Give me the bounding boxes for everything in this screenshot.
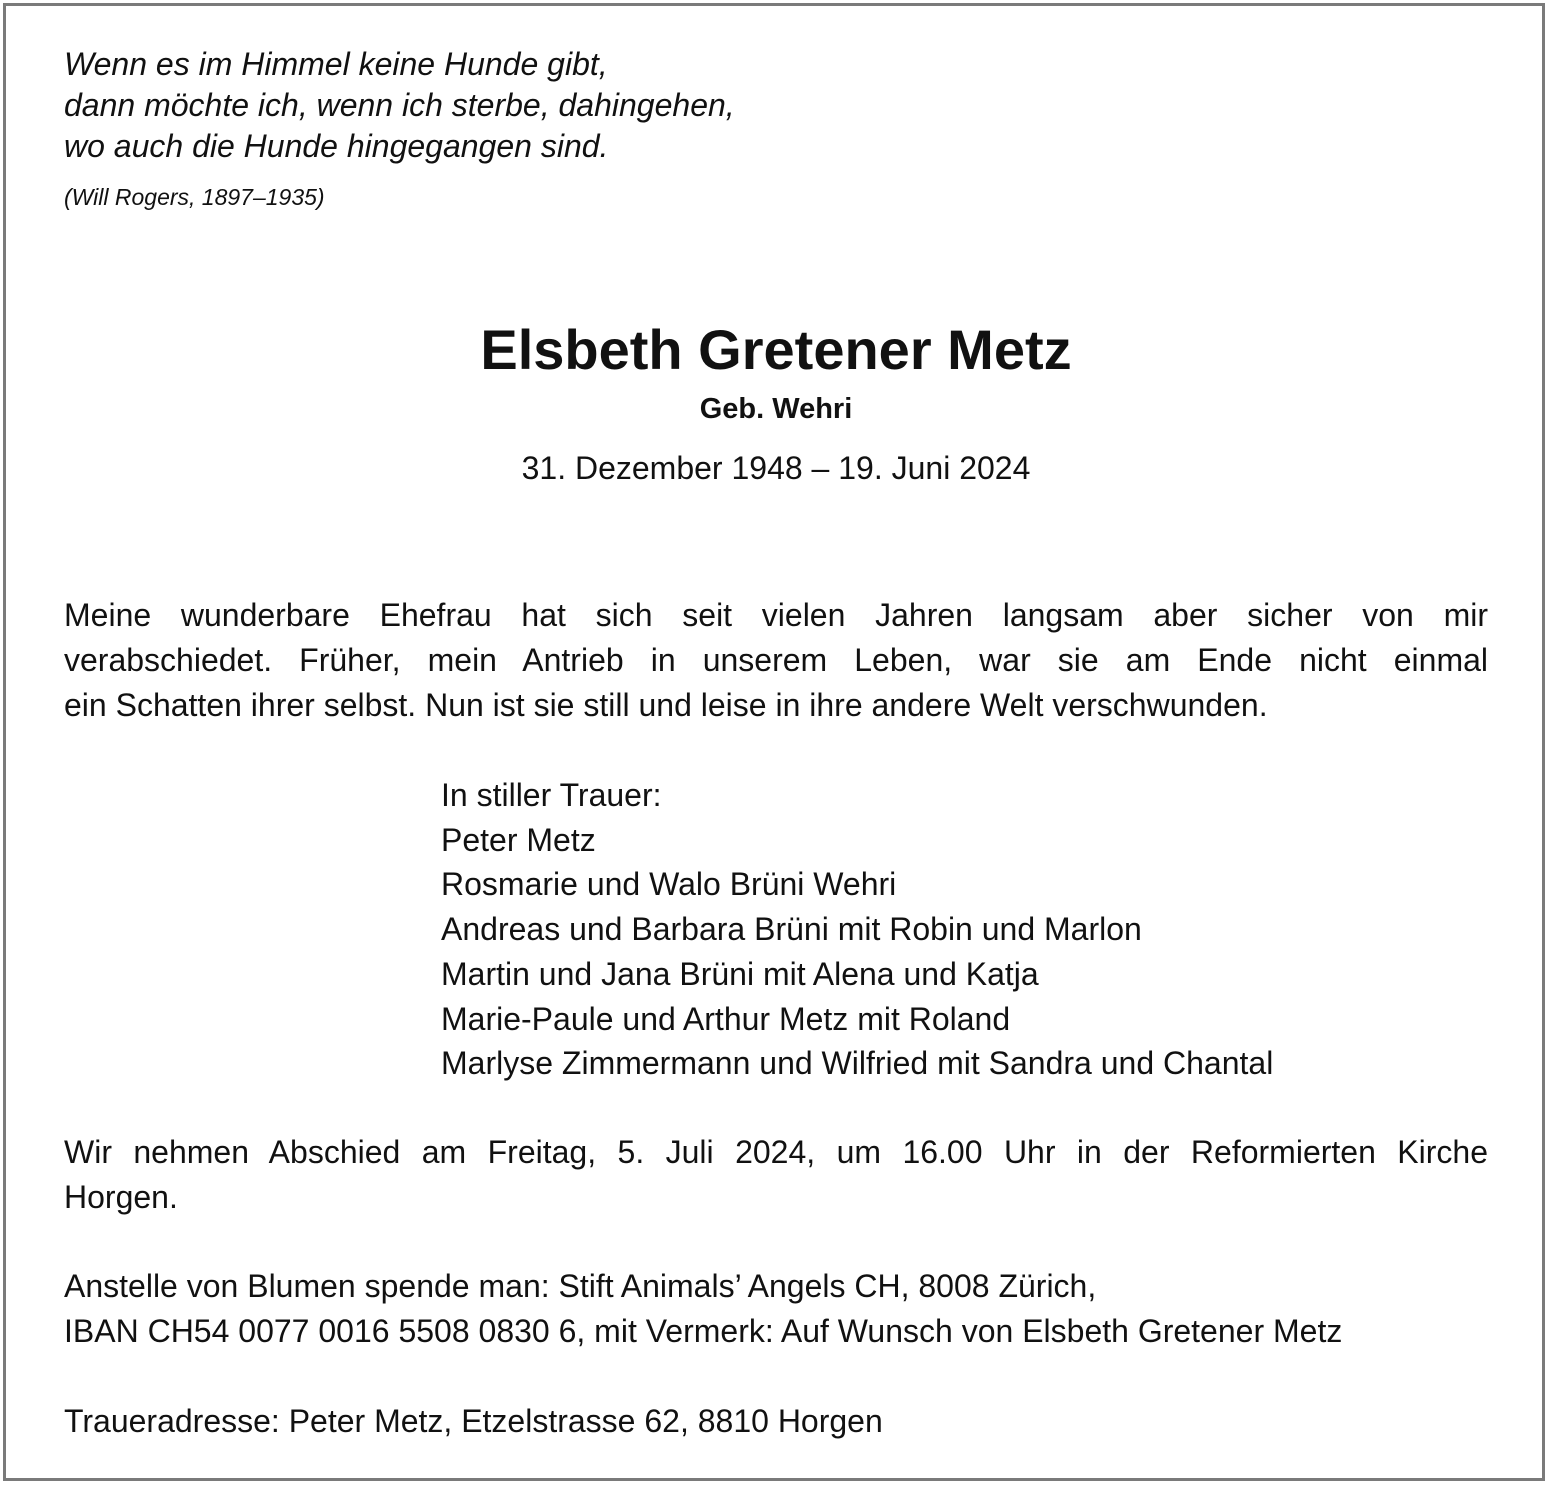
mourners-heading: In stiller Trauer: xyxy=(441,777,662,813)
quote-attribution: (Will Rogers, 1897–1935) xyxy=(64,184,325,210)
page-border xyxy=(3,3,1545,1481)
deceased-name: Elsbeth Gretener Metz xyxy=(480,318,1072,381)
mourners-list xyxy=(441,773,1273,1086)
mourner-name: Martin und Jana Brüni mit Alena und Katja xyxy=(441,955,1039,992)
address-line: Traueradresse: Peter Metz, Etzelstrasse 62, 8810 Horgen xyxy=(64,1403,883,1439)
mourner-name: Peter Metz xyxy=(441,821,596,858)
message-line: ein Schatten ihrer selbst. Nun ist sie still und leise in ihre andere Welt verschwunden. xyxy=(64,687,1268,723)
epigraph-quote xyxy=(64,44,735,167)
message-line: verabschiedet. Früher, mein Antrieb in unserem Leben, war sie am Ende nicht einmal xyxy=(64,642,1488,678)
message-line: Meine wunderbare Ehefrau hat sich seit vielen Jahren langsam aber sicher von mir xyxy=(64,597,1488,633)
quote-line: Wenn es im Himmel keine Hunde gibt, xyxy=(64,46,608,82)
farewell-message xyxy=(64,593,1488,728)
ceremony-line: Wir nehmen Abschied am Freitag, 5. Juli 2024, um 16.00 Uhr in der Reformierten Kirche xyxy=(64,1134,1488,1170)
mourner-name: Marlyse Zimmermann und Wilfried mit Sandra und Chantal xyxy=(441,1045,1274,1082)
mourner-name: Andreas und Barbara Brüni mit Robin und Marlon xyxy=(441,911,1142,948)
ceremony-info xyxy=(64,1130,1488,1220)
donation-line: IBAN CH54 0077 0016 5508 0830 6, mit Vermerk: Auf Wunsch von Elsbeth Gretener Metz xyxy=(64,1313,1343,1349)
mourner-name: Marie-Paule und Arthur Metz mit Roland xyxy=(441,1000,1011,1037)
birth-name: Geb. Wehri xyxy=(699,393,853,425)
quote-line: wo auch die Hunde hingegangen sind. xyxy=(64,128,609,164)
quote-line: dann möchte ich, wenn ich sterbe, dahingehen, xyxy=(64,87,735,123)
mourning-address xyxy=(64,1399,1488,1444)
life-dates: 31. Dezember 1948 – 19. Juni 2024 xyxy=(521,450,1031,486)
ceremony-line: Horgen. xyxy=(64,1179,178,1215)
donation-line: Anstelle von Blumen spende man: Stift Animals’ Angels CH, 8008 Zürich, xyxy=(64,1268,1097,1304)
mourner-name: Rosmarie und Walo Brüni Wehri xyxy=(441,866,897,903)
donation-info xyxy=(64,1264,1488,1354)
